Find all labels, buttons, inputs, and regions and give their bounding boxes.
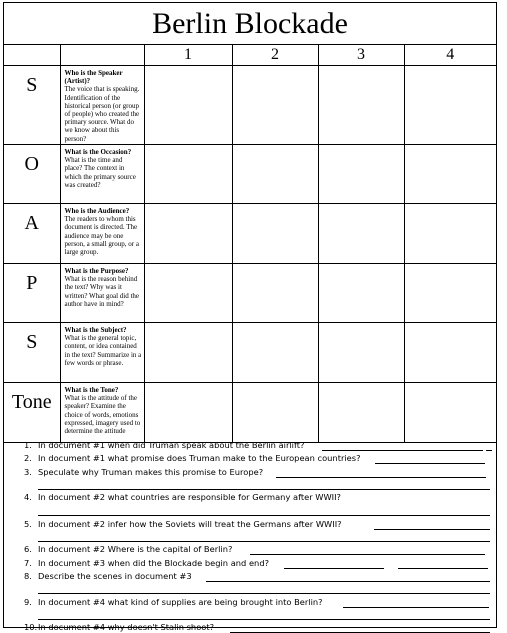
answer-cell[interactable] — [318, 204, 404, 264]
answer-cell[interactable] — [232, 66, 318, 145]
question-10: 10.In document #4 why doesn't Stalin shoot? — [24, 622, 215, 632]
answer-line[interactable] — [374, 529, 490, 530]
row-desc-tone: What is the Tone? What is the attitude of the speaker? Examine the choice of words, emotions expressed, imagery used to determine the attitude — [60, 383, 144, 443]
row-letter-subject: S — [4, 323, 60, 383]
question-1: 1. In document #1 when did Truman speak about the Berlin airlift? — [24, 440, 305, 450]
answer-cell[interactable] — [318, 66, 404, 145]
label-header-cell — [60, 45, 144, 66]
answer-line[interactable] — [38, 541, 490, 542]
row-letter-speaker: S — [4, 66, 60, 145]
worksheet-title: Berlin Blockade — [4, 3, 496, 45]
answer-cell[interactable] — [232, 323, 318, 383]
answer-line[interactable] — [284, 568, 384, 569]
row-letter-occasion: O — [4, 145, 60, 204]
answer-line[interactable] — [206, 581, 490, 582]
answer-line[interactable] — [322, 450, 483, 451]
row-desc-audience: Who is the Audience? The readers to whom this document is directed. The audience may be one person, a small group, or a large group. — [60, 204, 144, 264]
answer-line[interactable] — [38, 593, 490, 594]
question-3: 3. Speculate why Truman makes this promise to Europe? — [24, 467, 264, 477]
corner-cell — [4, 45, 60, 66]
answer-cell[interactable] — [404, 264, 496, 323]
question-4: 4. In document #2 what countries are responsible for Germany after WWII? — [24, 492, 341, 502]
row-desc-speaker: Who is the Speaker (Artist)? The voice that is speaking. Identification of the historical person (or group of people) who created the primary source. What do we know about this person? — [60, 66, 144, 145]
question-7: 7. In document #3 when did the Blockade begin and end? — [24, 558, 269, 568]
answer-cell[interactable] — [144, 264, 232, 323]
answer-line[interactable] — [250, 554, 485, 555]
answer-line[interactable] — [38, 489, 490, 490]
answer-cell[interactable] — [144, 204, 232, 264]
column-header-2: 2 — [232, 45, 318, 66]
answer-cell[interactable] — [232, 264, 318, 323]
row-desc-purpose: What is the Purpose? What is the reason behind the text? Why was it written? What goal did the author have in mind? — [60, 264, 144, 323]
question-2: 2. In document #1 what promise does Truman make to the European countries? — [24, 453, 361, 463]
answer-cell[interactable] — [318, 145, 404, 204]
answer-cell[interactable] — [404, 383, 496, 443]
column-header-4: 4 — [404, 45, 496, 66]
answer-line[interactable] — [486, 450, 492, 451]
answer-line[interactable] — [276, 477, 486, 478]
answer-cell[interactable] — [318, 383, 404, 443]
answer-line[interactable] — [343, 607, 489, 608]
answer-cell[interactable] — [144, 383, 232, 443]
answer-cell[interactable] — [404, 323, 496, 383]
answer-cell[interactable] — [404, 145, 496, 204]
question-6: 6. In document #2 Where is the capital of Berlin? — [24, 544, 233, 554]
column-header-1: 1 — [144, 45, 232, 66]
row-desc-subject: What is the Subject? What is the general topic, content, or idea contained in the text? Summarize in a few words or phrase. — [60, 323, 144, 383]
answer-cell[interactable] — [404, 66, 496, 145]
row-desc-occasion: What is the Occasion? What is the time and place? The context in which the primary source was created? — [60, 145, 144, 204]
answer-cell[interactable] — [232, 383, 318, 443]
answer-cell[interactable] — [144, 323, 232, 383]
question-8: 8. Describe the scenes in document #3 — [24, 571, 192, 581]
answer-cell[interactable] — [144, 145, 232, 204]
answer-cell[interactable] — [318, 323, 404, 383]
soapstone-table — [4, 45, 496, 443]
answer-cell[interactable] — [232, 145, 318, 204]
row-letter-audience: A — [4, 204, 60, 264]
answer-line[interactable] — [38, 619, 490, 620]
answer-line[interactable] — [398, 568, 488, 569]
worksheet — [3, 2, 497, 632]
column-header-3: 3 — [318, 45, 404, 66]
answer-line[interactable] — [375, 463, 485, 464]
answer-line[interactable] — [38, 515, 490, 516]
row-letter-tone: Tone — [4, 383, 60, 443]
question-9: 9. In document #4 what kind of supplies are being brought into Berlin? — [24, 597, 323, 607]
answer-cell[interactable] — [318, 264, 404, 323]
answer-cell[interactable] — [144, 66, 232, 145]
answer-cell[interactable] — [404, 204, 496, 264]
row-letter-purpose: P — [4, 264, 60, 323]
answer-cell[interactable] — [232, 204, 318, 264]
question-5: 5. In document #2 infer how the Soviets will treat the Germans after WWII? — [24, 519, 342, 529]
